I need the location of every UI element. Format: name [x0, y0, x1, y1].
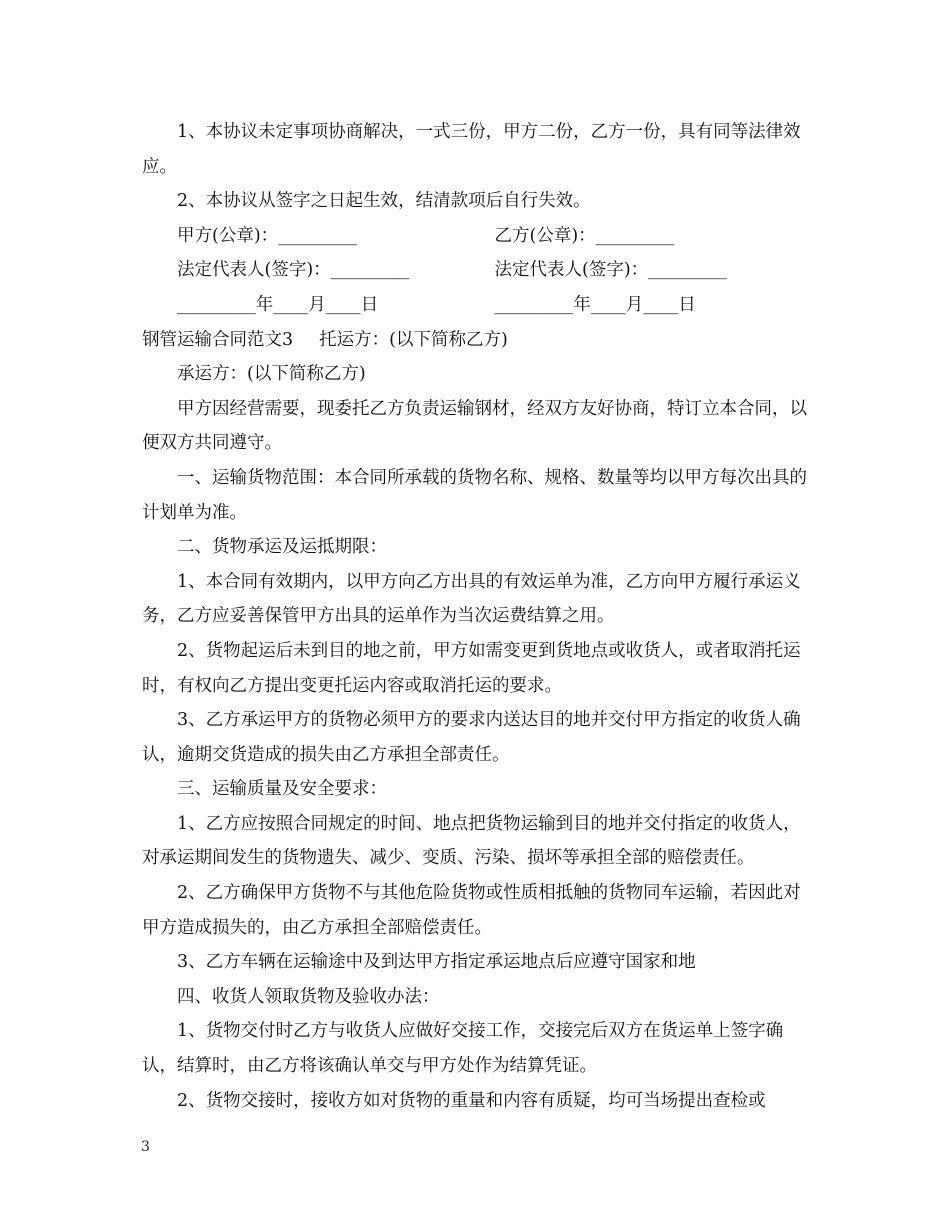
paragraph-preamble: 甲方因经营需要，现委托乙方负责运输钢材，经双方友好协商，特订立本合同，以便双方共同遵守。 — [142, 398, 807, 454]
paragraph-agreement-effective: 2、本协议从签字之日起生效，结清款项后自行失效。 — [177, 191, 591, 212]
section-3-item-1: 1、乙方应按照合同规定的时间、地点把货物运输到目的地并交付指定的收货人，对承运期间发生的货物遗失、减少、变质、污染、损坏等承担全部的赔偿责任。 — [142, 813, 801, 869]
signature-row-date — [142, 288, 812, 323]
section-4-item-1: 1、货物交付时乙方与收货人应做好交接工作，交接完后双方在货运单上签字确认，结算时，由乙方将该确认单交与甲方处作为结算凭证。 — [142, 1021, 784, 1077]
consignor-line: 托运方：(以下简称乙方) — [319, 329, 508, 350]
contract-title: 钢管运输合同范文3 — [142, 329, 294, 350]
signature-row-representative — [142, 253, 812, 288]
section-2-item-2: 2、货物起运后未到目的地之前，甲方如需变更到货地点或收货人，或者取消托运时，有权向乙方提出变更托运内容或取消托运的要求。 — [142, 640, 801, 696]
page-number: 3 — [141, 1139, 150, 1155]
carrier-line: 承运方：(以下简称乙方) — [177, 364, 366, 385]
party-a-representative-line: 法定代表人(签字)：_________ — [177, 260, 410, 281]
section-3-heading: 三、运输质量及安全要求： — [177, 779, 387, 800]
section-1-scope: 一、运输货物范围：本合同所承载的货物名称、规格、数量等均以甲方每次出具的计划单为准。 — [142, 467, 807, 523]
party-b-date-line: _________年____月____日 — [494, 294, 696, 315]
section-3-item-2: 2、乙方确保甲方货物不与其他危险货物或性质相抵触的货物同车运输，若因此对甲方造成损失的，由乙方承担全部赔偿责任。 — [142, 883, 801, 938]
section-4-item-2: 2、货物交接时，接收方如对货物的重量和内容有质疑，均可当场提出查检或 — [177, 1090, 766, 1111]
contract-heading-row — [142, 323, 812, 358]
party-b-seal-line: 乙方(公章)：_________ — [494, 225, 675, 246]
section-4-heading: 四、收货人领取货物及验收办法： — [177, 986, 440, 1007]
section-2-heading: 二、货物承运及运抵期限： — [177, 537, 387, 558]
party-b-representative-line: 法定代表人(签字)：_________ — [494, 260, 727, 281]
party-a-date-line: _________年____月____日 — [177, 294, 379, 315]
signature-row-seal — [142, 219, 812, 254]
document-body — [142, 115, 812, 1118]
party-a-seal-line: 甲方(公章)：_________ — [177, 225, 357, 246]
section-2-item-3: 3、乙方承运甲方的货物必须甲方的要求内送达目的地并交付甲方指定的收货人确认，逾期交货造成的损失由乙方承担全部责任。 — [142, 710, 801, 765]
section-3-item-3: 3、乙方车辆在运输途中及到达甲方指定承运地点后应遵守国家和地 — [177, 952, 696, 973]
section-2-item-1: 1、本合同有效期内，以甲方向乙方出具的有效运单为准，乙方向甲方履行承运义务，乙方应妥善保管甲方出具的运单作为当次运费结算之用。 — [142, 571, 801, 627]
paragraph-agreement-copies: 1、本协议未定事项协商解决，一式三份，甲方二份，乙方一份，具有同等法律效应。 — [142, 122, 801, 177]
